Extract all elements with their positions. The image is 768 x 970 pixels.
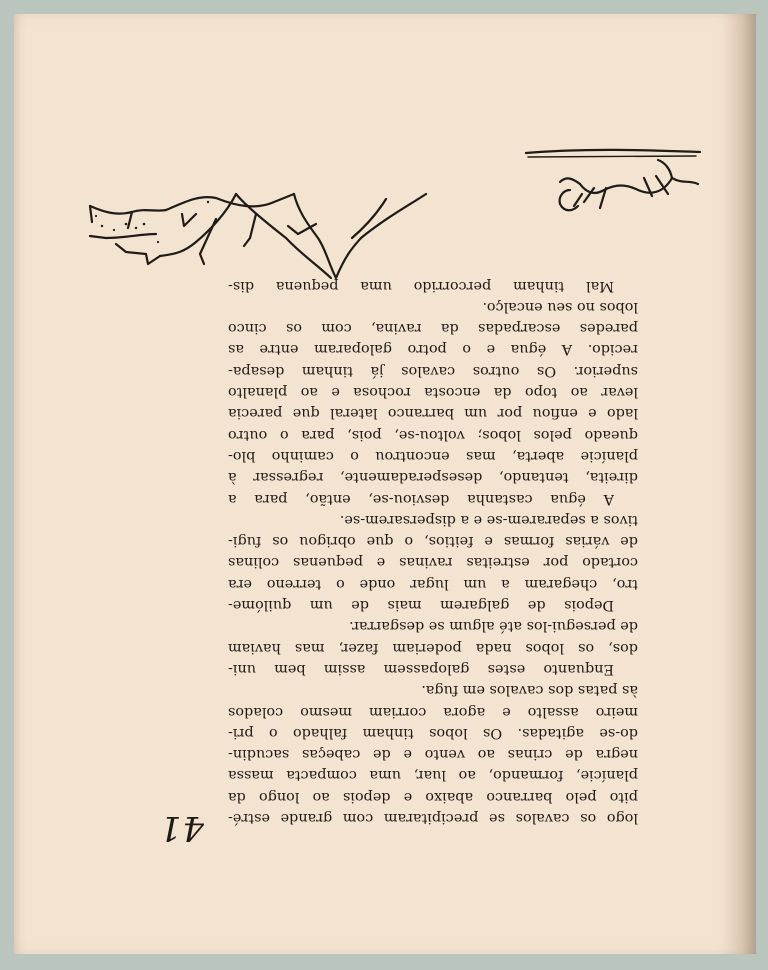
- text-line: paredes escarpadas da ravina, com os cinco: [228, 320, 638, 337]
- page-number: 41: [158, 808, 204, 848]
- text-line: dos, os lobos nada poderiam fazer, mas haviam: [228, 639, 638, 656]
- text-line: recido. A égua e o potro galoparam entre as: [228, 341, 638, 358]
- text-line: Mal tinham percorrido uma pequena dis-: [228, 277, 614, 294]
- text-line: planície, formando, ao luar, uma compacta massa: [228, 767, 638, 784]
- text-line: meiro assalto e agora corriam mesmo colados: [228, 703, 638, 720]
- text-line: tro, chegaram a um lugar onde o terreno era: [228, 575, 638, 592]
- book-page: [14, 14, 756, 954]
- ravine-drawing: [90, 194, 426, 278]
- text-line: pito pelo barranco abaixo e depois ao longo da: [228, 788, 638, 805]
- text-line: queado pelos lobos; voltou-se, pois, para o outro: [228, 426, 638, 443]
- page-gutter-shadow: [722, 14, 756, 954]
- text-line: logo os cavalos se precipitaram com grande estré-: [228, 810, 638, 826]
- text-line: lobos no seu encalço.: [482, 298, 638, 315]
- text-line: de persegui-los até algum se desgarrar.: [349, 618, 638, 635]
- text-line: superior. Os outros cavalos já tinham desapa-: [228, 362, 638, 379]
- text-line: A égua castanha desviou-se, então, para a: [228, 490, 614, 507]
- text-line: negra de crinas ao vento e de cabeças sacudin-: [228, 746, 638, 763]
- ink-illustration: [14, 14, 756, 954]
- text-line: Enquanto estes galopassem assim bem uni-: [228, 660, 614, 677]
- text-line: lado e enfiou por um barranco lateral que parecia: [228, 405, 638, 422]
- text-line: do-se agitadas. Os lobos tinham falhado o pri-: [228, 724, 638, 741]
- upside-down-print: [14, 14, 756, 954]
- text-line: levar ao topo da encosta rochosa e ao planalto: [228, 384, 638, 401]
- text-line: de várias formas e feitios, o que obrigou os fugi-: [228, 533, 638, 550]
- text-line: planície aberta, mas encontrou o caminho blo-: [228, 447, 638, 464]
- text-line: Depois de galgarem mais de um quilóme-: [228, 597, 614, 614]
- text-line: às patas dos cavalos em fuga.: [421, 682, 638, 699]
- text-line: direita, tentando, desesperadamente, regressar à: [228, 469, 638, 486]
- horse-drawing: [526, 150, 700, 210]
- text-line: cortado por estreitas ravinas e pequenas colinas: [228, 554, 638, 571]
- text-line: tivos a separarem-se e a dispersarem-se.: [339, 511, 638, 528]
